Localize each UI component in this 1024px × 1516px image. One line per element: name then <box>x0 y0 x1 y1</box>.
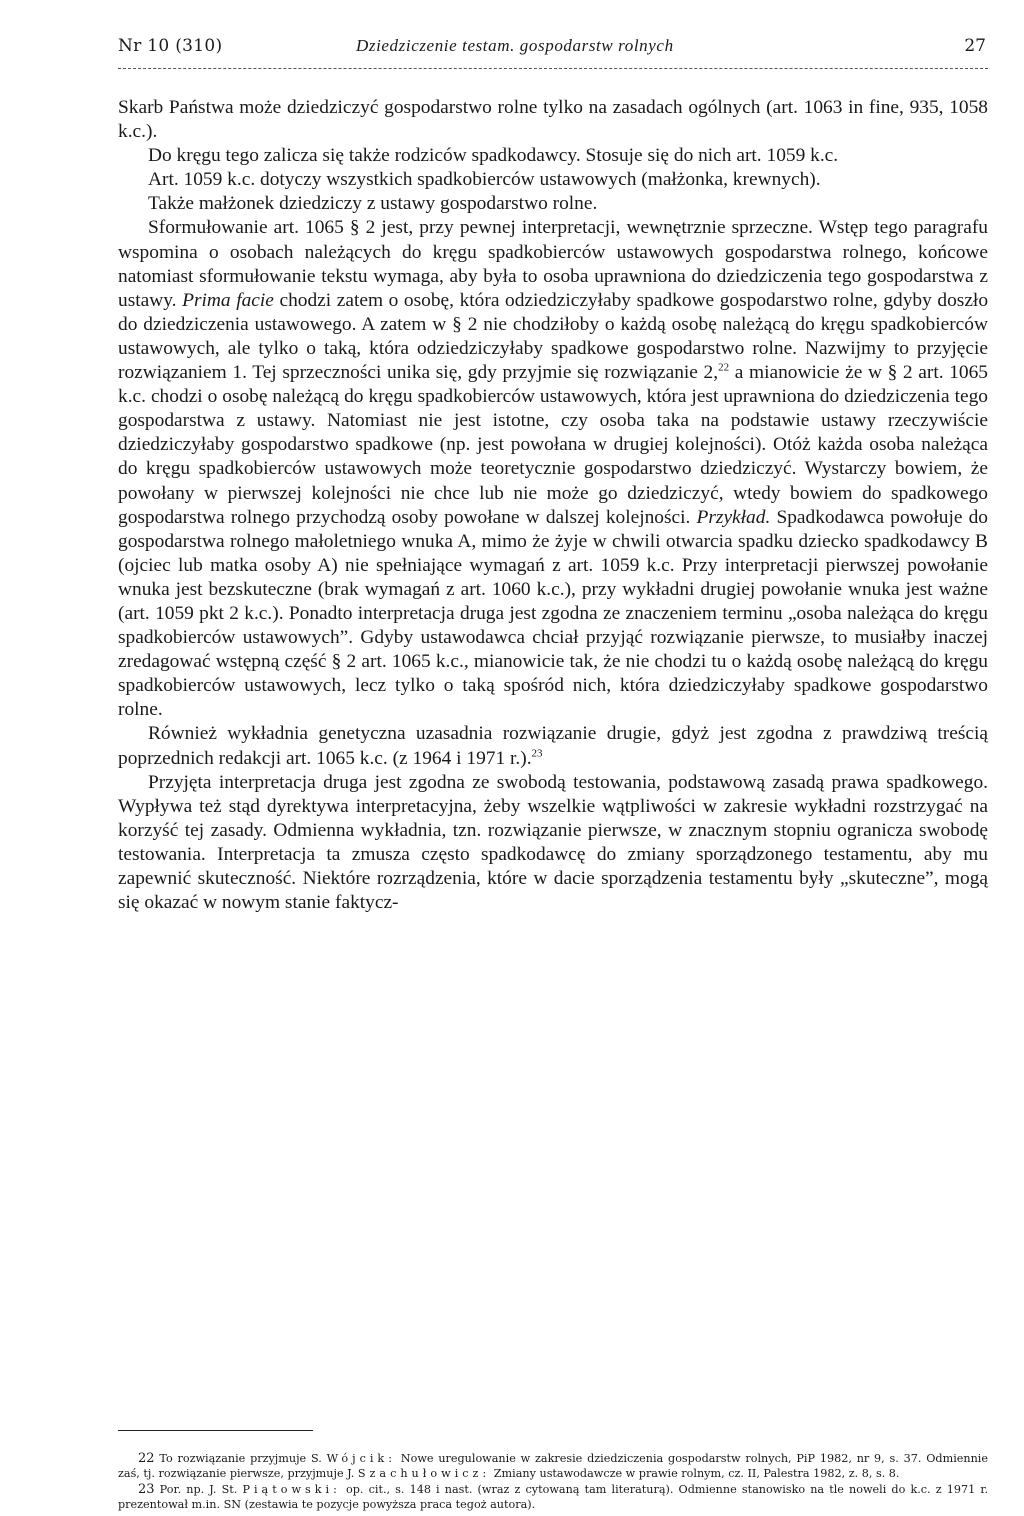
footnote-23 <box>118 1482 988 1513</box>
main-text <box>118 96 988 915</box>
page-number: 27 <box>964 36 986 56</box>
text-run: Zmiany ustawodawcze w prawie rolnym, cz. II, Palestra 1982, z. 8, s. 8. <box>490 1467 900 1481</box>
footnotes <box>118 1451 988 1513</box>
author-name: Wójcik: <box>326 1452 396 1465</box>
footnote-ref: 23 <box>531 747 543 760</box>
paragraph: Przyjęta interpretacja druga jest zgodna ze swobodą testowania, podstawową zasadą prawa spadkowego. Wypływa też stąd dyrektywa interpretacyjna, żeby wszelkie wątpliwości w zakresie wykładni rozstrzygać na korzyść tej zasady. Odmienna wykładnia, tzn. rozwiązanie pierwsze, w znacznym stopniu ogranicza swobodę testowania. Interpretacja ta zmusza często spadkodawcę do zmiany sporządzonego testamentu, aby mu zapewnić skuteczność. Niektóre rozrządzenia, które w dacie sporządzenia testamentu były „skuteczne”, mogą się okazać w nowym stanie faktycz- <box>118 771 988 914</box>
running-title: Dziedziczenie testam. gospodarstw rolnych <box>356 36 674 55</box>
running-header <box>118 36 986 62</box>
footnote-ref: 22 <box>718 361 730 374</box>
paragraph: Także małżonek dziedziczy z ustawy gospodarstwo rolne. <box>148 193 598 215</box>
text-run: a mianowicie że w § 2 art. 1065 k.c. chodzi o osobę należącą do kręgu spadkobierców ustawowych, która jest uprawniona do dziedziczenia tego gospodarstwa z ustawy. Natomiast nie jest istotne, czy osoba taka na podstawie ustawy rzeczywiście dziedziczyłaby gospodarstwo spadkowe (np. jest powołana w drugiej kolejności). Otóż każda osoba należąca do kręgu spadkobierców ustawowych może teoretycznie gospodarstwo dziedziczyć. Wystarczy bowiem, że powołany w pierwszej kolejności nie chce lub nie może go dziedziczyć, wtedy bowiem do spadkowego gospodarstwa rolnego przychodzą osoby powołane w dalszej kolejności. <box>118 362 988 528</box>
text-run: Również wykładnia genetyczna uzasadnia rozwiązanie drugie, gdyż jest zgodna z prawdziwą treścią poprzednich redakcji art. 1065 k.c. (z 1964 i 1971 r.). <box>118 723 988 769</box>
paragraph: Skarb Państwa może dziedziczyć gospodarstwo rolne tylko na zasadach ogólnych (art. 1063 in fine, 935, 1058 k.c.). <box>118 97 988 143</box>
italic-phrase: Przykład. <box>696 506 771 528</box>
author-name: Piątowski: <box>242 1482 341 1496</box>
text-run: Sformułowanie art. 1065 § 2 jest, przy pewnej interpretacji, wewnętrznie sprzeczne. Wstęp tego paragrafu wspomina o osobach należących do kręgu spadkobierców ustawowych gospodarstwa rolnego, końcowe natomiast sformułowanie tekstu wymaga, aby była to osoba uprawniona do dziedziczenia tego gospodarstwa z ustawy. <box>118 217 988 311</box>
text-run: To rozwiązanie przyjmuje S. <box>154 1452 327 1465</box>
paragraph <box>118 216 988 722</box>
text-run: Por. np. J. St. <box>154 1482 243 1496</box>
italic-phrase: Prima facie <box>182 289 274 311</box>
author-name: Szachułowicz: <box>357 1467 491 1481</box>
footnote-number: 22 <box>138 1451 155 1466</box>
paragraph: Do kręgu tego zalicza się także rodziców spadkodawcy. Stosuje się do nich art. 1059 k.c. <box>148 145 839 167</box>
header-rule <box>118 68 988 69</box>
footnote-rule <box>118 1430 313 1431</box>
text-run: Spadkodawca powołuje do gospodarstwa rolnego małoletniego wnuka A, mimo że żyje w chwili otwarcia spadku dziecko spadkodawcy B (ojciec lub matka osoby A) nie spełniające wymagań z art. 1059 k.c. Przy interpretacji pierwszej powołanie wnuka jest bezskuteczne (brak wymagań z art. 1060 k.c.), przy wykładni drugiej powołanie wnuka jest ważne (art. 1059 pkt 2 k.c.). Ponadto interpretacja druga jest zgodna ze znaczeniem terminu „osoba należąca do kręgu spadkobierców ustawowych”. Gdyby ustawodawca chciał przyjąć rozwiązanie pierwsze, to musiałby inaczej zredagować wstępną część § 2 art. 1065 k.c., mianowicie tak, że nie chodzi tu o każdą osobę należącą do kręgu spadkobierców ustawowych, lecz tylko o taką spośród nich, która dziedziczyłaby spadkowe gospodarstwo rolne. <box>118 506 988 721</box>
paragraph: Art. 1059 k.c. dotyczy wszystkich spadkobierców ustawowych (małżonka, krewnych). <box>148 169 821 191</box>
footnote-number: 23 <box>138 1481 155 1497</box>
issue-number: Nr 10 (310) <box>118 36 223 56</box>
text-run: Nowe uregulowanie w zakresie dziedziczenia gospodarstw rolnych, PiP 1982, nr 9, s. 37. Odmiennie zaś, tj. rozwiązanie pierwsze, przyjmuje J. <box>118 1452 989 1481</box>
paragraph <box>118 722 988 770</box>
text-run: chodzi zatem o osobę, która odziedziczyłaby spadkowe gospodarstwo rolne, gdyby doszło do dziedziczenia ustawowego. A zatem w § 2 nie chodziłoby o każdą osobę należącą do kręgu spadkobierców ustawowych, ale tylko o taką, która odziedziczyłaby spadkowe gospodarstwo rolne. Nazwijmy to przyjęcie rozwiązaniem 1. Tej sprzeczności unika się, gdy przyjmie się rozwiązanie 2, <box>118 289 989 384</box>
footnote-22 <box>118 1451 988 1482</box>
text-run: op. cit., s. 148 i nast. (wraz z cytowaną tam literaturą). Odmienne stanowisko na tle noweli do k.c. z 1971 r. prezentował m.in. SN (zestawia te pozycje powyższa praca tegoż autora). <box>118 1482 989 1512</box>
